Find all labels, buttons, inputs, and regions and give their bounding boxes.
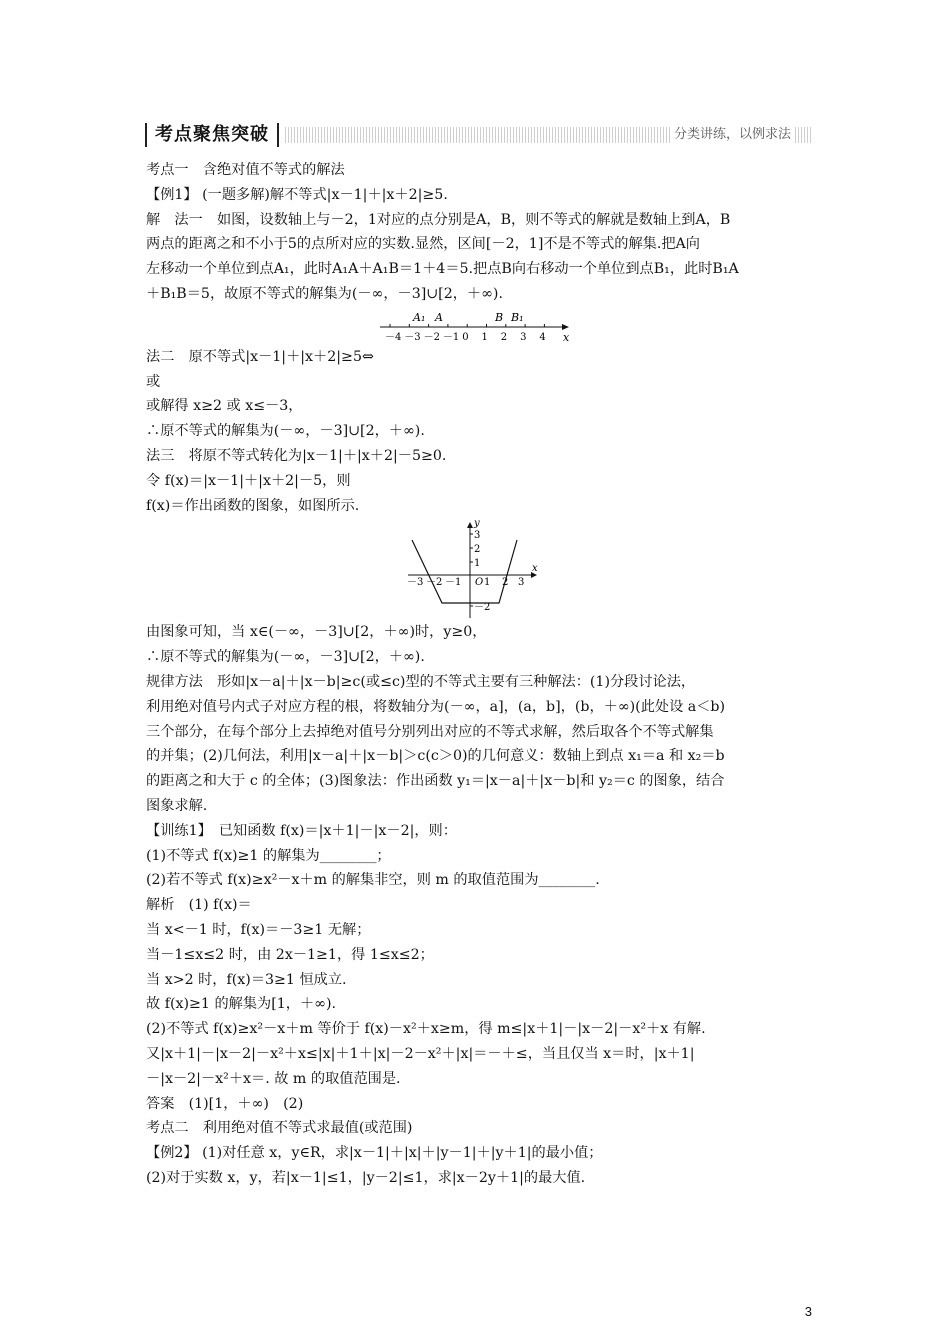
graph-x-tick-label: －3 [407, 577, 424, 589]
text-line: 考点一 含绝对值不等式的解法 [146, 162, 345, 178]
graph-y-tick-label: －2 [474, 602, 491, 614]
section-subtitle: 分类讲练，以例求法 [670, 127, 795, 143]
text-line: 又|x＋1|－|x－2|－x²＋x≤|x|＋1＋|x|－2－x²＋|x|＝－＋≤，当且仅当 x＝时，|x＋1| [146, 1045, 695, 1062]
text-line: (2)若不等式 f(x)≥x²－x＋m 的解集非空，则 m 的取值范围为________. [146, 872, 600, 889]
text-line: 【例1】 (一题多解)解不等式|x－1|＋|x＋2|≥5. [146, 186, 448, 203]
text-line: 图象求解. [146, 797, 208, 814]
text-line: 故 f(x)≥1 的解集为[1，＋∞). [146, 996, 336, 1013]
text-line: 两点的距离之和不小于5的点所对应的实数.显然，区间[－2，1]不是不等式的解集.把A向 [146, 236, 700, 253]
number-line-svg [146, 307, 816, 345]
section-title: 考点聚焦突破 [145, 123, 279, 147]
text-line: 或解得 x≥2 或 x≤－3， [146, 398, 303, 415]
number-line-tick-label: 0 [462, 331, 469, 343]
number-line-tick-label: 2 [500, 331, 508, 343]
text-line: 令 f(x)＝|x－1|＋|x＋2|－5，则 [146, 472, 351, 489]
graph-x-tick-label: 1 [484, 577, 491, 589]
graph-y-tick-label: 1 [474, 558, 481, 570]
graph-y-label: y [474, 518, 480, 530]
text-line: －|x－2|－x²＋x＝. 故 m 的取值范围是. [146, 1070, 401, 1087]
text-line: ＋B₁B＝5，故原不等式的解集为(－∞，－3]∪[2，＋∞). [146, 285, 503, 302]
number-line-figure [146, 307, 816, 345]
text-line: 法三 将原不等式转化为|x－1|＋|x＋2|－5≥0. [146, 447, 447, 464]
text-line: 解析 (1) f(x)＝ [146, 897, 252, 914]
text-line: 的并集；(2)几何法，利用|x－a|＋|x－b|＞c(c＞0)的几何意义：数轴上到点 x₁＝a 和 x₂＝b [146, 748, 725, 765]
graph-x-tick-label: 3 [518, 577, 525, 589]
number-line-tick-label: 1 [481, 331, 488, 343]
text-line: 当 x>2 时，f(x)＝3≥1 恒成立. [146, 971, 347, 988]
point-label-B: B [495, 310, 504, 324]
number-line-axis-label: x [563, 330, 570, 344]
text-line: ∴原不等式的解集为(－∞，－3]∪[2，＋∞). [146, 649, 425, 666]
text-line: 法二 原不等式|x－1|＋|x＋2|≥5⇔ [146, 348, 374, 365]
text-line: (2)不等式 f(x)≥x²－x＋m 等价于 f(x)－x²＋x≥m，得 m≤|x＋1|－|x－2|－x²＋x 有解. [146, 1021, 706, 1038]
text-line: (2)对于实数 x，y，若|x－1|≤1，|y－2|≤1，求|x－2y＋1|的最大值. [146, 1169, 586, 1186]
text-line: 左移动一个单位到点A₁，此时A₁A＋A₁B＝1＋4＝5.把点B向右移动一个单位到点B₁，此时B₁A [146, 261, 739, 278]
text-line: 当 x<－1 时，f(x)＝－3≥1 无解； [146, 921, 371, 938]
section-header [145, 123, 813, 149]
number-line-tick-label: －1 [442, 331, 460, 343]
graph-x-tick-label: －1 [445, 577, 462, 589]
number-line-tick-label: 3 [520, 331, 527, 343]
text-line: 【训练1】 已知函数 f(x)＝|x＋1|－|x－2|，则： [146, 822, 457, 839]
text-line: ∴原不等式的解集为(－∞，－3]∪[2，＋∞). [146, 423, 425, 440]
text-line: 【例2】 (1)对任意 x，y∈R，求|x－1|＋|x|＋|y－1|＋|y＋1|的最小值； [146, 1145, 603, 1162]
function-graph-svg [146, 518, 816, 620]
text-line: 当－1≤x≤2 时，由 2x－1≥1，得 1≤x≤2； [146, 946, 434, 963]
number-line-tick-label: －3 [404, 331, 421, 343]
point-label-A: A [435, 310, 443, 324]
graph-x-label: x [532, 563, 538, 575]
graph-y-tick-label: 3 [474, 530, 481, 542]
function-graph-figure [146, 518, 816, 620]
graph-x-tick-label: 2 [502, 577, 509, 589]
point-label-A1: A₁ [413, 310, 426, 324]
text-line: 规律方法 形如|x－a|＋|x－b|≥c(或≤c)型的不等式主要有三种解法：(1)分段讨论法， [146, 673, 696, 690]
graph-y-tick-label: 2 [474, 544, 481, 556]
document-body [146, 158, 816, 1191]
text-line: 考点二 利用绝对值不等式求最值(或范围) [146, 1120, 413, 1137]
text-line: 三个部分，在每个部分上去掉绝对值号分别列出对应的不等式求解，然后取各个不等式解集 [146, 723, 714, 740]
number-line-tick-label: －2 [423, 331, 440, 343]
text-line: 或 [146, 373, 161, 390]
text-line: (1)不等式 f(x)≥1 的解集为________； [146, 847, 391, 864]
text-line: 的距离之和大于 c 的全体；(3)图象法：作出函数 y₁＝|x－a|＋|x－b|和 y₂＝c 的图象，结合 [146, 773, 725, 790]
point-label-B1: B₁ [511, 310, 524, 324]
number-line-tick-label: 4 [539, 331, 546, 343]
text-line: 利用绝对值号内式子对应方程的根，将数轴分为(－∞，a]，(a，b]，(b，＋∞)(此处设 a＜b) [146, 698, 726, 715]
graph-origin-label: O [475, 577, 484, 589]
graph-x-tick-label: －2 [426, 577, 443, 589]
text-line: f(x)＝作出函数的图象，如图所示. [146, 497, 360, 514]
function-curve [412, 540, 517, 603]
number-line-tick-label: －4 [385, 331, 402, 343]
text-line: 由图象可知，当 x∈(－∞，－3]∪[2，＋∞)时，y≥0， [146, 624, 487, 641]
text-line: 解 法一 如图，设数轴上与－2，1对应的点分别是A，B，则不等式的解就是数轴上到A，B [146, 211, 731, 228]
text-line: 答案 (1)[1，＋∞) (2) [146, 1095, 304, 1112]
page-number: 3 [804, 1304, 812, 1319]
